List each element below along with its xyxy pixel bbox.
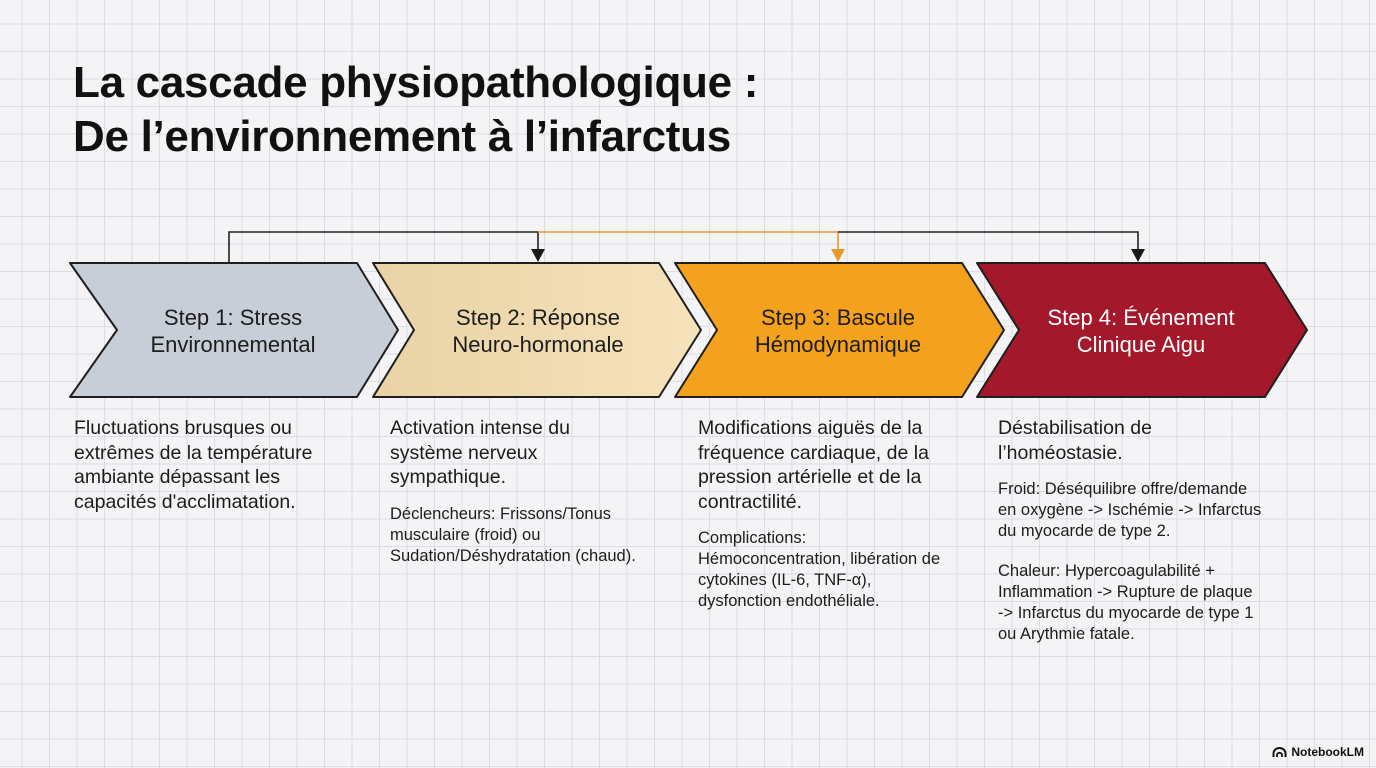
step-4-description-text: Déstabilisation de l’homéostasie. [998, 417, 1152, 464]
step-2-triggers-text: Déclencheurs: Frissons/Tonus musculaire (froid) ou Sudation/Déshydratation (chaud). [390, 504, 636, 565]
step-2-description-text: Activation intense du système nerveux sympathique. [390, 417, 570, 488]
connector-lines [229, 232, 1145, 262]
step-2-label [403, 300, 673, 362]
step-2-label-line-2: Neuro-hormonale [452, 332, 624, 357]
arrowhead-into-step4 [1131, 249, 1145, 262]
title-line-2: De l’environnement à l’infarctus [73, 112, 731, 161]
step-1-label [98, 300, 368, 362]
step-1-description [74, 416, 364, 514]
step-4-label [1006, 300, 1276, 362]
notebooklm-logo-icon [1272, 747, 1287, 758]
step-4-description [998, 416, 1308, 645]
step-1-label-line-1: Step 1: Stress [163, 305, 303, 330]
step-3-description [698, 416, 988, 612]
step-3-label-line-2: Hémodynamique [754, 332, 922, 357]
step-4-label-line-2: Clinique Aigu [1076, 332, 1206, 357]
connector-step1-to-step2 [229, 232, 538, 262]
step-3-complications-text: Complications: Hémoconcentration, libération de cytokines (IL-6, TNF-α), dysfonction endothéliale. [698, 529, 941, 610]
step-3-description-text: Modifications aiguës de la fréquence cardiaque, de la pression artérielle et de la contractilité. [698, 417, 929, 513]
step-2-description [390, 416, 685, 567]
branding-label: NotebookLM [1291, 745, 1364, 759]
step-4-cold-text: Froid: Déséquilibre offre/demande en oxygène -> Ischémie -> Infarctus du myocarde de type 2. [998, 480, 1262, 540]
step-1-description-text: Fluctuations brusques ou extrêmes de la température ambiante dépassant les capacités d'acclimatation. [74, 417, 313, 513]
connector-step3-to-step4 [838, 232, 1138, 250]
step-4-heat-text: Chaleur: Hypercoagulabilité + Inflammation -> Rupture de plaque -> Infarctus du myocarde de type 1 ou Arythmie fatale. [998, 562, 1254, 643]
notebooklm-branding [1272, 745, 1364, 759]
step-4-label-line-1: Step 4: Événement [1047, 305, 1235, 330]
connector-step2-to-step3 [538, 232, 838, 250]
step-1-label-line-2: Environnemental [150, 332, 316, 357]
step-2-label-line-1: Step 2: Réponse [456, 305, 620, 330]
step-3-label-line-1: Step 3: Bascule [760, 305, 916, 330]
title-line-1: La cascade physiopathologique : [73, 58, 759, 107]
step-3-label [703, 300, 973, 362]
arrowhead-into-step3 [831, 249, 845, 262]
arrowhead-into-step2 [531, 249, 545, 262]
